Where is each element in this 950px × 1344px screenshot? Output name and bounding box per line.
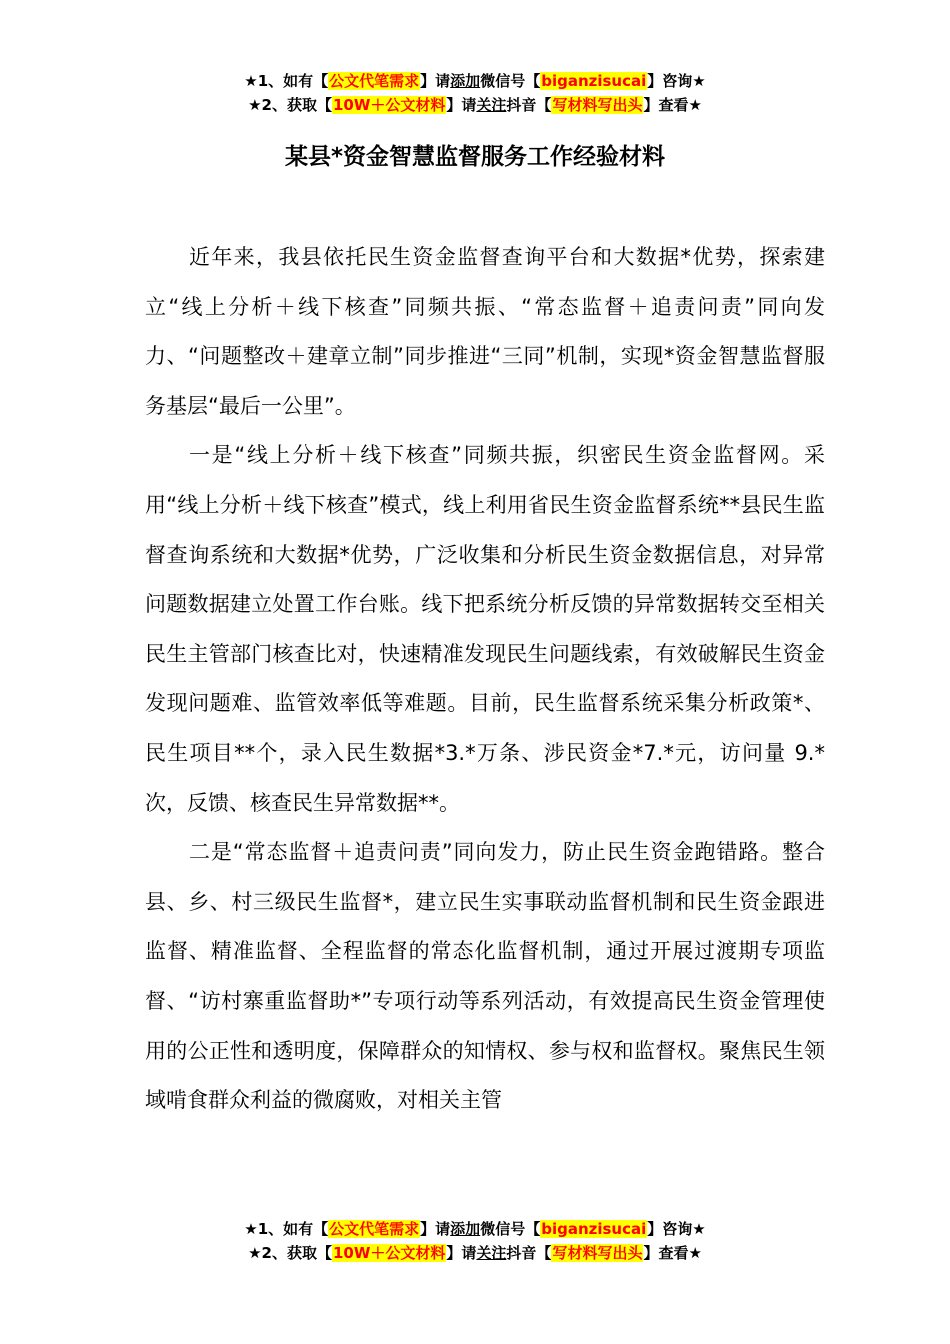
- footer-banner: [0, 1217, 950, 1265]
- paragraph-point-two: 二是“常态监督＋追责问责”同向发力，防止民生资金跑错路。整合县、乡、村三级民生监督*，建立民生实事联动监督机制和民生资金跟进监督、精准监督、全程监督的常态化监督机制，通过开展过渡期专项监督、“访村寨重监督助*”专项行动等系列活动，有效提高民生资金管理使用的公正性和透明度，保障群众的知情权、参与权和监督权。聚焦民生领域啃食群众利益的微腐败，对相关主管: [145, 840, 825, 1113]
- star-icon: ★: [244, 1220, 258, 1238]
- highlight-materials: 10W＋公文材料: [332, 96, 446, 114]
- star-icon: ★: [244, 72, 258, 90]
- star-icon: ★: [692, 1220, 706, 1238]
- banner-text: 2、获取【: [261, 1244, 332, 1262]
- banner-text: 】查看: [643, 96, 689, 114]
- document-body: [145, 233, 825, 1126]
- highlight-douyin-id: 写材料写出头: [552, 1244, 643, 1262]
- banner-line-2: [0, 93, 950, 117]
- banner-line-2: [0, 1241, 950, 1265]
- banner-text: 2、获取【: [261, 96, 332, 114]
- banner-text: 】查看: [643, 1244, 689, 1262]
- paragraph-point-one: 一是“线上分析＋线下核查”同频共振，织密民生资金监督网。采用“线上分析＋线下核查”模式，线上利用省民生资金监督系统**县民生监督查询系统和大数据*优势，广泛收集和分析民生资金数据信息，对异常问题数据建立处置工作台账。线下把系统分析反馈的异常数据转交至相关民生主管部门核查比对，快速精准发现民生问题线索，有效破解民生资金发现问题难、监管效率低等难题。目前，民生监督系统采集分析政策*、民生项目**个，录入民生数据*3.*万条、涉民资金*7.*元，访问量 9.*次，反馈、核查民生异常数据**。: [145, 443, 825, 815]
- star-icon: ★: [248, 96, 262, 114]
- banner-text: 1、如有【: [257, 72, 329, 90]
- banner-text: 】请: [446, 96, 477, 114]
- star-icon: ★: [688, 96, 702, 114]
- document-title: 某县*资金智慧监督服务工作经验材料: [284, 144, 666, 170]
- star-icon: ★: [688, 1244, 702, 1262]
- paragraph-intro: 近年来，我县依托民生资金监督查询平台和大数据*优势，探索建立“线上分析＋线下核查”同频共振、“常态监督＋追责问责”同向发力、“问题整改＋建章立制”同步推进“三同”机制，实现*资金智慧监督服务基层“最后一公里”。: [145, 245, 825, 418]
- banner-text: 微信号【: [480, 1220, 541, 1238]
- underlined-text: 添加: [450, 1220, 481, 1238]
- banner-text: 】咨询: [647, 72, 693, 90]
- banner-text: 】咨询: [647, 1220, 693, 1238]
- underlined-text: 关注: [476, 96, 507, 114]
- banner-text: 】请: [420, 1220, 451, 1238]
- banner-line-1: [0, 1217, 950, 1241]
- banner-text: 微信号【: [480, 72, 541, 90]
- banner-line-1: [0, 69, 950, 93]
- banner-text: 】请: [446, 1244, 477, 1262]
- underlined-text: 关注: [476, 1244, 507, 1262]
- highlight-materials: 10W＋公文材料: [332, 1244, 446, 1262]
- header-banner: [0, 69, 950, 117]
- highlight-wechat-id: biganzisucai: [541, 1220, 647, 1238]
- banner-text: 】请: [420, 72, 451, 90]
- star-icon: ★: [692, 72, 706, 90]
- underlined-text: 添加: [450, 72, 481, 90]
- highlight-wechat-id: biganzisucai: [541, 72, 647, 90]
- banner-text: 1、如有【: [257, 1220, 329, 1238]
- highlight-service: 公文代笔需求: [329, 72, 420, 90]
- star-icon: ★: [248, 1244, 262, 1262]
- banner-text: 抖音【: [506, 96, 552, 114]
- highlight-douyin-id: 写材料写出头: [552, 96, 643, 114]
- banner-text: 抖音【: [506, 1244, 552, 1262]
- highlight-service: 公文代笔需求: [329, 1220, 420, 1238]
